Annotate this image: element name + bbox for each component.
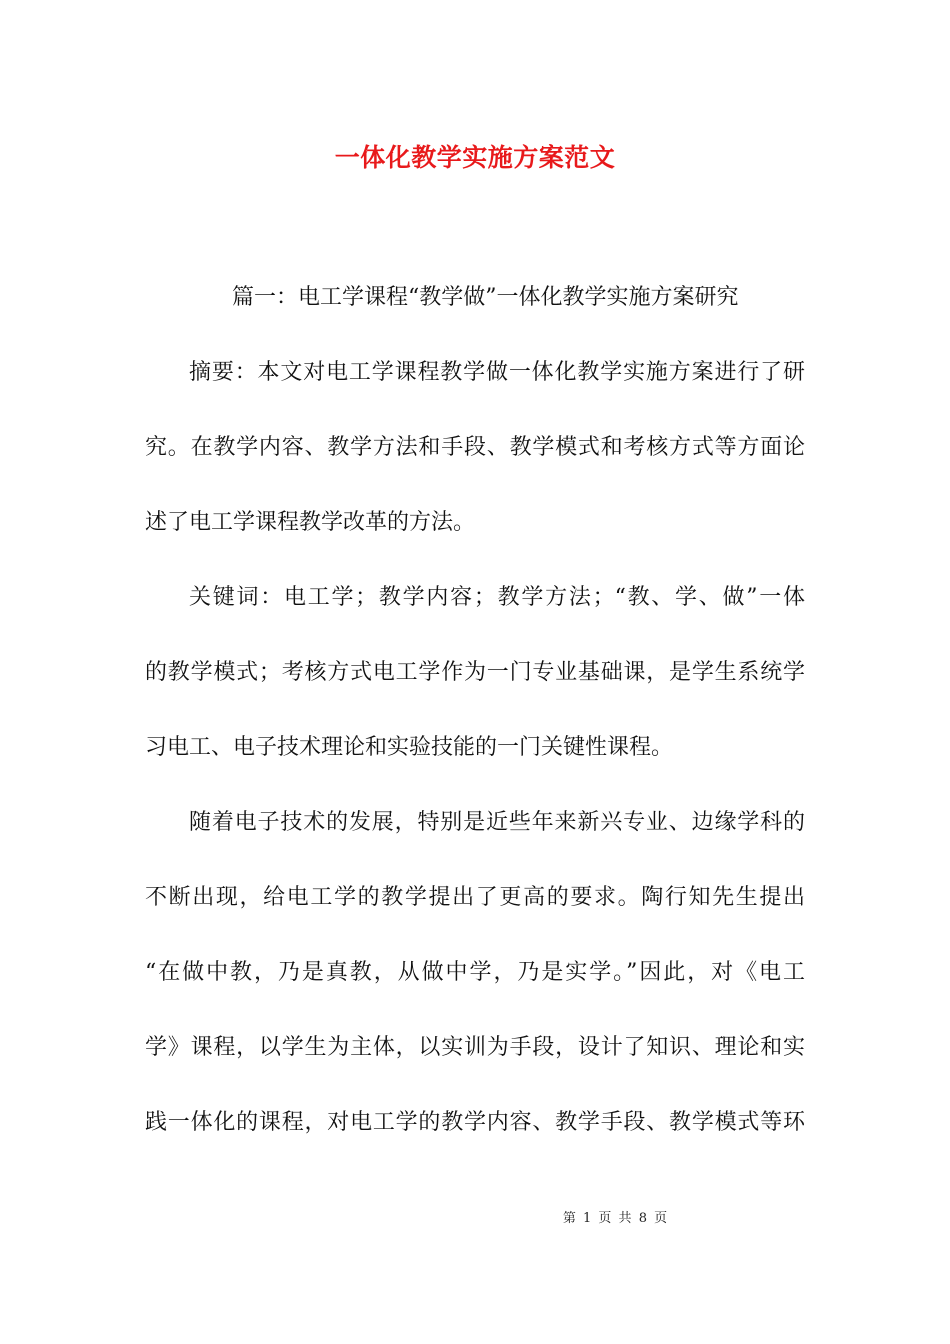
paragraph-line: 摘要：本文对电工学课程教学做一体化教学实施方案进行了研 (189, 360, 805, 385)
page-footer: 第 1 页 共 8 页 (562, 1211, 668, 1226)
paragraph-line: 学》课程，以学生为主体，以实训为手段，设计了知识、理论和实 (145, 1035, 805, 1060)
paragraph-line: 随着电子技术的发展，特别是近些年来新兴专业、边缘学科的 (189, 810, 805, 835)
section-subtitle: 篇一：电工学课程“教学做”一体化教学实施方案研究 (232, 285, 739, 310)
paragraph-line: 的教学模式；考核方式电工学作为一门专业基础课，是学生系统学 (145, 660, 805, 685)
paragraph-line: “在做中教，乃是真教，从做中学，乃是实学。”因此，对《电工 (145, 960, 805, 985)
paragraph-line: 习电工、电子技术理论和实验技能的一门关键性课程。 (145, 735, 674, 760)
paragraph-line: 述了电工学课程教学改革的方法。 (145, 510, 476, 535)
paragraph-line: 究。在教学内容、教学方法和手段、教学模式和考核方式等方面论 (145, 435, 805, 460)
paragraph-line: 践一体化的课程，对电工学的教学内容、教学手段、教学模式等环 (145, 1110, 805, 1135)
paragraph-line: 不断出现，给电工学的教学提出了更高的要求。陶行知先生提出 (145, 885, 805, 910)
document-title: 一体化教学实施方案范文 (334, 143, 616, 172)
paragraph-line: 关键词：电工学；教学内容；教学方法；“教、学、做”一体 (189, 585, 805, 610)
